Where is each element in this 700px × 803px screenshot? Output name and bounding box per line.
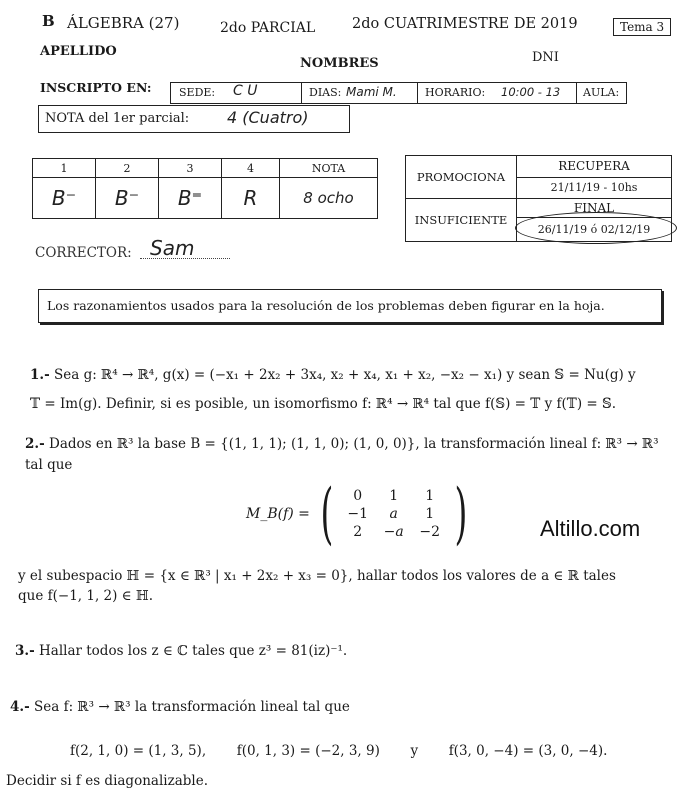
grade-header: 3 — [159, 159, 222, 178]
notice-box — [38, 289, 662, 323]
divider — [576, 83, 577, 103]
problem-2-line3: y el subespacio ℍ = {x ∈ ℝ³ | x₁ + 2x₂ + x₃ = 0}, hallar todos los valores de a ∈ ℝ tales — [18, 568, 616, 584]
insuficiente-cell: INSUFICIENTE — [406, 199, 517, 242]
problem-4 — [10, 696, 350, 718]
problem-2-line4: que f(−1, 1, 2) ∈ ℍ. — [18, 588, 154, 604]
divider — [417, 83, 418, 103]
matrix-cell: 1 — [389, 488, 399, 504]
matrix-cell: 1 — [425, 488, 435, 504]
problem-1-line2: 𝕋 = Im(g). Definir, si es posible, un isomorfismo f: ℝ⁴ → ℝ⁴ tal que f(𝕊) = 𝕋 y f(𝕋) = 𝕊. — [30, 396, 617, 412]
matrix-cell: 1 — [425, 506, 435, 522]
promociona-cell: PROMOCIONA — [406, 156, 517, 199]
inscripto-label: INSCRIPTO EN: — [40, 80, 152, 95]
left-paren: ( — [320, 475, 334, 552]
corrector-label: CORRECTOR: — [35, 245, 132, 261]
matrix — [340, 488, 448, 540]
watermark: Altillo.com — [540, 516, 641, 541]
problem-text: Hallar todos los z ∈ ℂ tales que z³ = 81(iz)⁻¹. — [39, 643, 348, 659]
matrix-cell: 0 — [353, 488, 363, 504]
matrix-cell: −2 — [419, 524, 440, 540]
nota1-value: 4 (Cuatro) — [227, 108, 309, 127]
nota1-box — [38, 105, 350, 133]
problem-4-equations — [70, 740, 607, 762]
grades-header-row — [33, 159, 378, 178]
recupera-date: 21/11/19 - 10hs — [517, 177, 672, 199]
exam-letter: B — [42, 12, 55, 30]
final-date: 26/11/19 ó 02/12/19 — [517, 218, 672, 242]
grade-header: 2 — [96, 159, 159, 178]
problem-number: 2.- — [25, 436, 45, 452]
matrix-cell: −1 — [347, 506, 368, 522]
nota1-label: NOTA del 1er parcial: — [45, 111, 190, 126]
matrix-label: M_B(f) = — [246, 506, 310, 522]
matrix-cell: 2 — [353, 524, 363, 540]
grades-table — [32, 158, 378, 219]
course-title: ÁLGEBRA (27) — [67, 14, 180, 32]
grade-value: B⁻ — [96, 178, 159, 219]
matrix-cell: −a — [383, 524, 404, 540]
problem-4-line2: Decidir si f es diagonalizable. — [6, 773, 208, 789]
conjunction: y — [410, 743, 419, 759]
problem-2 — [25, 433, 659, 455]
inscripto-box — [170, 82, 627, 104]
grade-header: 4 — [222, 159, 280, 178]
problem-3 — [15, 640, 347, 662]
horario-label: HORARIO: — [425, 86, 486, 99]
right-paren: ) — [454, 475, 467, 552]
grade-value: B⁼ — [159, 178, 222, 219]
problem-number: 4.- — [10, 699, 30, 715]
problem-2-line2: tal que — [25, 457, 73, 473]
matrix-block — [246, 475, 473, 552]
aula-label: AULA: — [583, 86, 620, 99]
dias-label: DIAS: — [309, 86, 342, 99]
apellido-label: APELLIDO — [40, 44, 117, 59]
grade-total: 8 ocho — [280, 178, 378, 219]
final-cell: FINAL — [517, 199, 672, 218]
corrector-value: Sam — [150, 236, 195, 260]
problem-1 — [30, 364, 636, 386]
grade-value: R — [222, 178, 280, 219]
problem-text: Sea f: ℝ³ → ℝ³ la transformación lineal tal que — [34, 699, 350, 715]
grades-value-row — [33, 178, 378, 219]
notice-text: Los razonamientos usados para la resolución de los problemas deben figurar en la hoja. — [47, 298, 605, 313]
problem-text: Sea g: ℝ⁴ → ℝ⁴, g(x) = (−x₁ + 2x₂ + 3x₄, x₂ + x₄, x₁ + x₂, −x₂ − x₁) y sean 𝕊 = Nu(g) y — [54, 367, 636, 383]
grade-header: NOTA — [280, 159, 378, 178]
dni-label: DNI — [532, 50, 559, 65]
equation: f(3, 0, −4) = (3, 0, −4). — [448, 743, 608, 759]
sede-label: SEDE: — [179, 86, 216, 99]
nombres-label: NOMBRES — [300, 56, 379, 71]
recupera-cell: RECUPERA — [517, 156, 672, 178]
grade-header: 1 — [33, 159, 96, 178]
divider — [301, 83, 302, 103]
horario-value: 10:00 - 13 — [501, 85, 561, 99]
final-circle-mark — [515, 212, 677, 244]
tema-badge: Tema 3 — [613, 18, 671, 36]
dias-value: Mami M. — [346, 85, 397, 99]
problem-number: 1.- — [30, 367, 50, 383]
term-title: 2do CUATRIMESTRE DE 2019 — [352, 16, 578, 32]
grade-value: B⁻ — [33, 178, 96, 219]
sede-value: C U — [233, 83, 258, 99]
equation: f(2, 1, 0) = (1, 3, 5), — [70, 743, 207, 759]
exam-title: 2do PARCIAL — [220, 20, 316, 36]
equation: f(0, 1, 3) = (−2, 3, 9) — [236, 743, 380, 759]
problem-text: Dados en ℝ³ la base B = {(1, 1, 1); (1, 1, 0); (1, 0, 0)}, la transformación lineal f: ℝ³ → ℝ³ — [49, 436, 659, 452]
matrix-cell: a — [389, 506, 398, 522]
problem-number: 3.- — [15, 643, 35, 659]
